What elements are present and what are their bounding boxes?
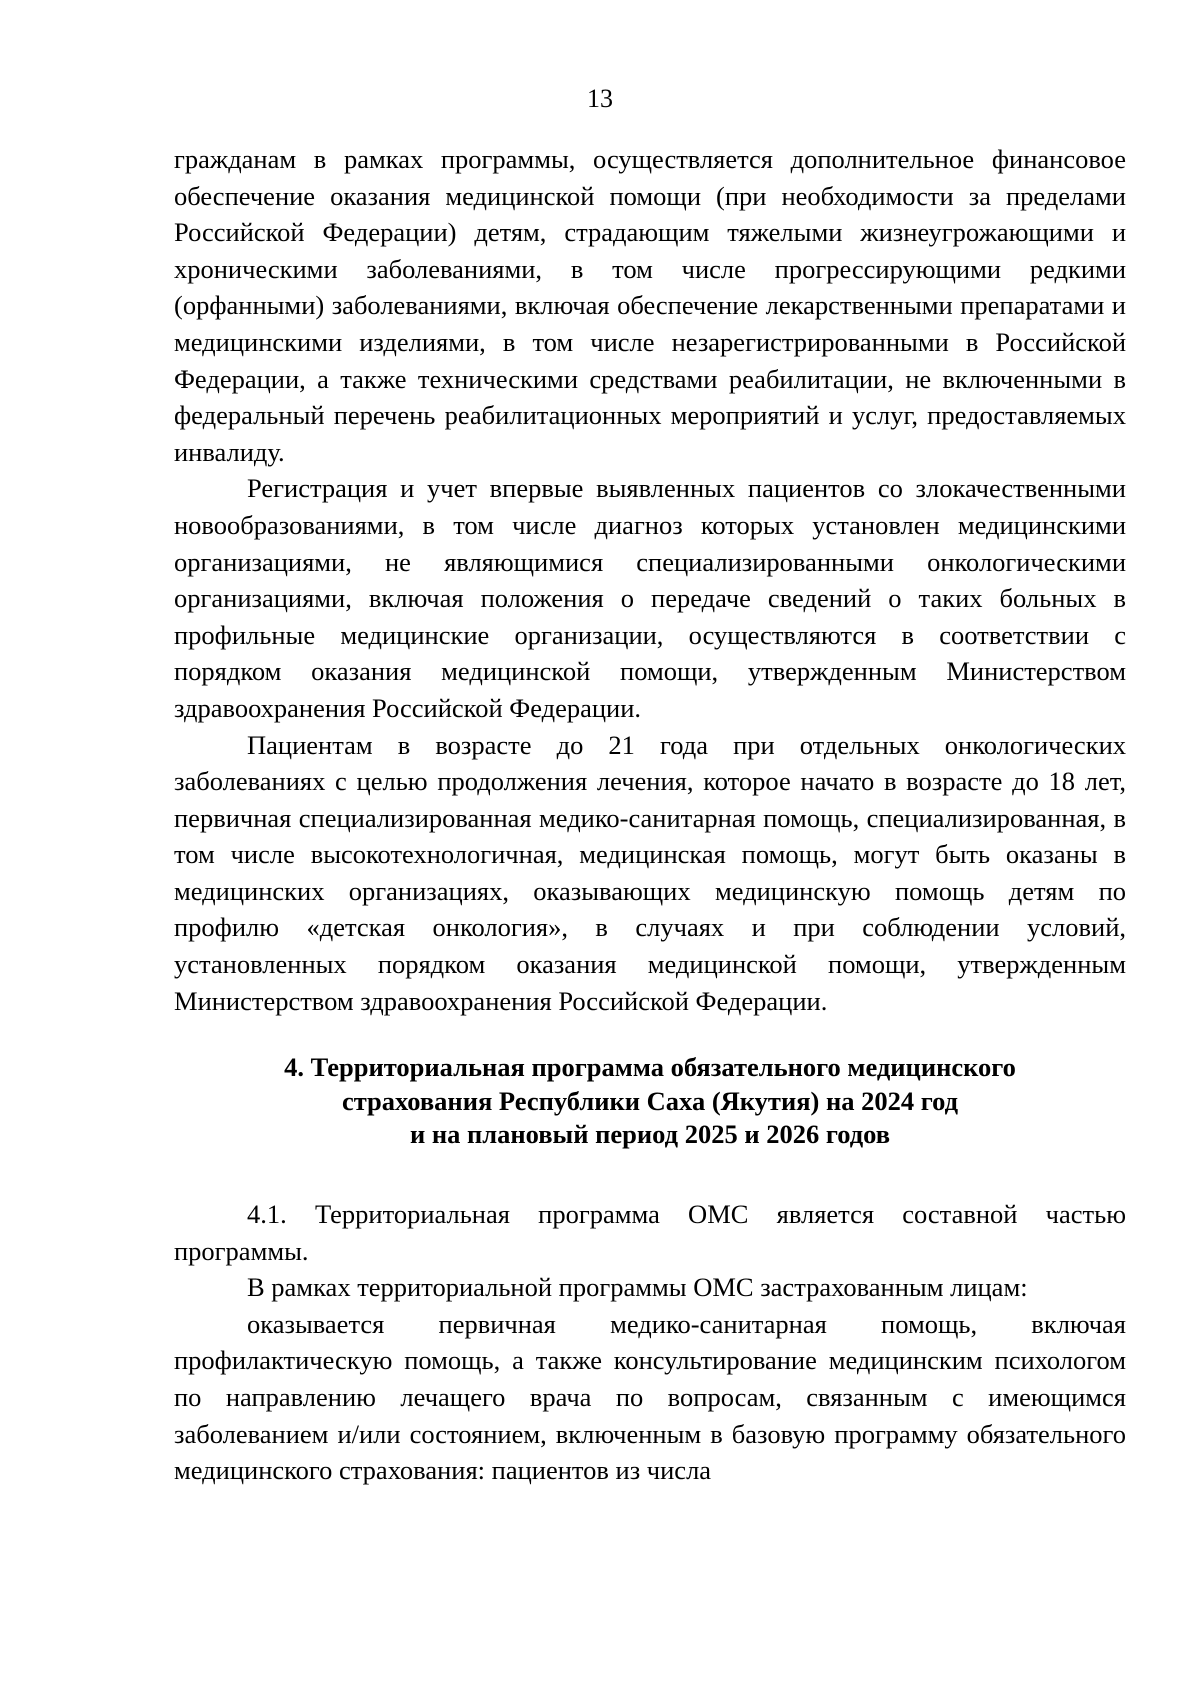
paragraph-continuation: гражданам в рамках программы, осуществляется дополнительное финансовое обеспечение оказания медицинской помощи (при необходимости за пределами Российской Федерации) детям, страдающим тяжелыми жизнеугрожающими и хроническими заболеваниями, в том числе прогрессирующими редкими (орфанными) заболеваниями, включая обеспечение лекарственными препаратами и медицинскими изделиями, в том числе незарегистрированными в Российской Федерации, а также техническими средствами реабилитации, не включенными в федеральный перечень реабилитационных мероприятий и услуг, предоставляемых инвалиду. [174,144,1126,467]
section-heading-line-3: и на плановый период 2025 и 2026 годов [409,1119,891,1150]
paragraph-4-1: 4.1. Территориальная программа ОМС является составной частью программы. [174,1199,1126,1266]
document-body [174,141,1126,1489]
paragraph-oms-scope: В рамках территориальной программы ОМС застрахованным лицам: [247,1272,1028,1303]
section-heading-line-2: страхования Республики Саха (Якутия) на 2024 год [341,1085,959,1116]
section-heading-line-1: 4. Территориальная программа обязательного медицинского [284,1052,1016,1083]
paragraph-oncology-registration: Регистрация и учет впервые выявленных пациентов со злокачественными новообразованиями, в том числе диагноз которых установлен медицинскими организациями, не являющимися специализированными онкологическими организациями, включая положения о передаче сведений о таких больных в профильные медицинские организации, осуществляются в соответствии с порядком оказания медицинской помощи, утвержденным Министерством здравоохранения Российской Федерации. [174,473,1126,723]
page-number: 13 [587,84,613,113]
paragraph-primary-care: оказывается первичная медико-санитарная помощь, включая профилактическую помощь, а также консультирование медицинским психологом по направлению лечащего врача по вопросам, связанным с имеющимся заболеванием и/или состоянием, включенным в базовую программу обязательного медицинского страхования: пациентов из числа [174,1308,1126,1486]
section-heading [174,1051,1126,1152]
paragraph-patients-under-21: Пациентам в возрасте до 21 года при отдельных онкологических заболеваниях с целью продолжения лечения, которое начато в возрасте до 18 лет, первичная специализированная медико-санитарная помощь, специализированная, в том числе высокотехнологичная, медицинская помощь, могут быть оказаны в медицинских организациях, оказывающих медицинскую помощь детям по профилю «детская онкология», в случаях и при соблюдении условий, установленных порядком оказания медицинской помощи, утвержденным Министерством здравоохранения Российской Федерации. [174,729,1126,1016]
